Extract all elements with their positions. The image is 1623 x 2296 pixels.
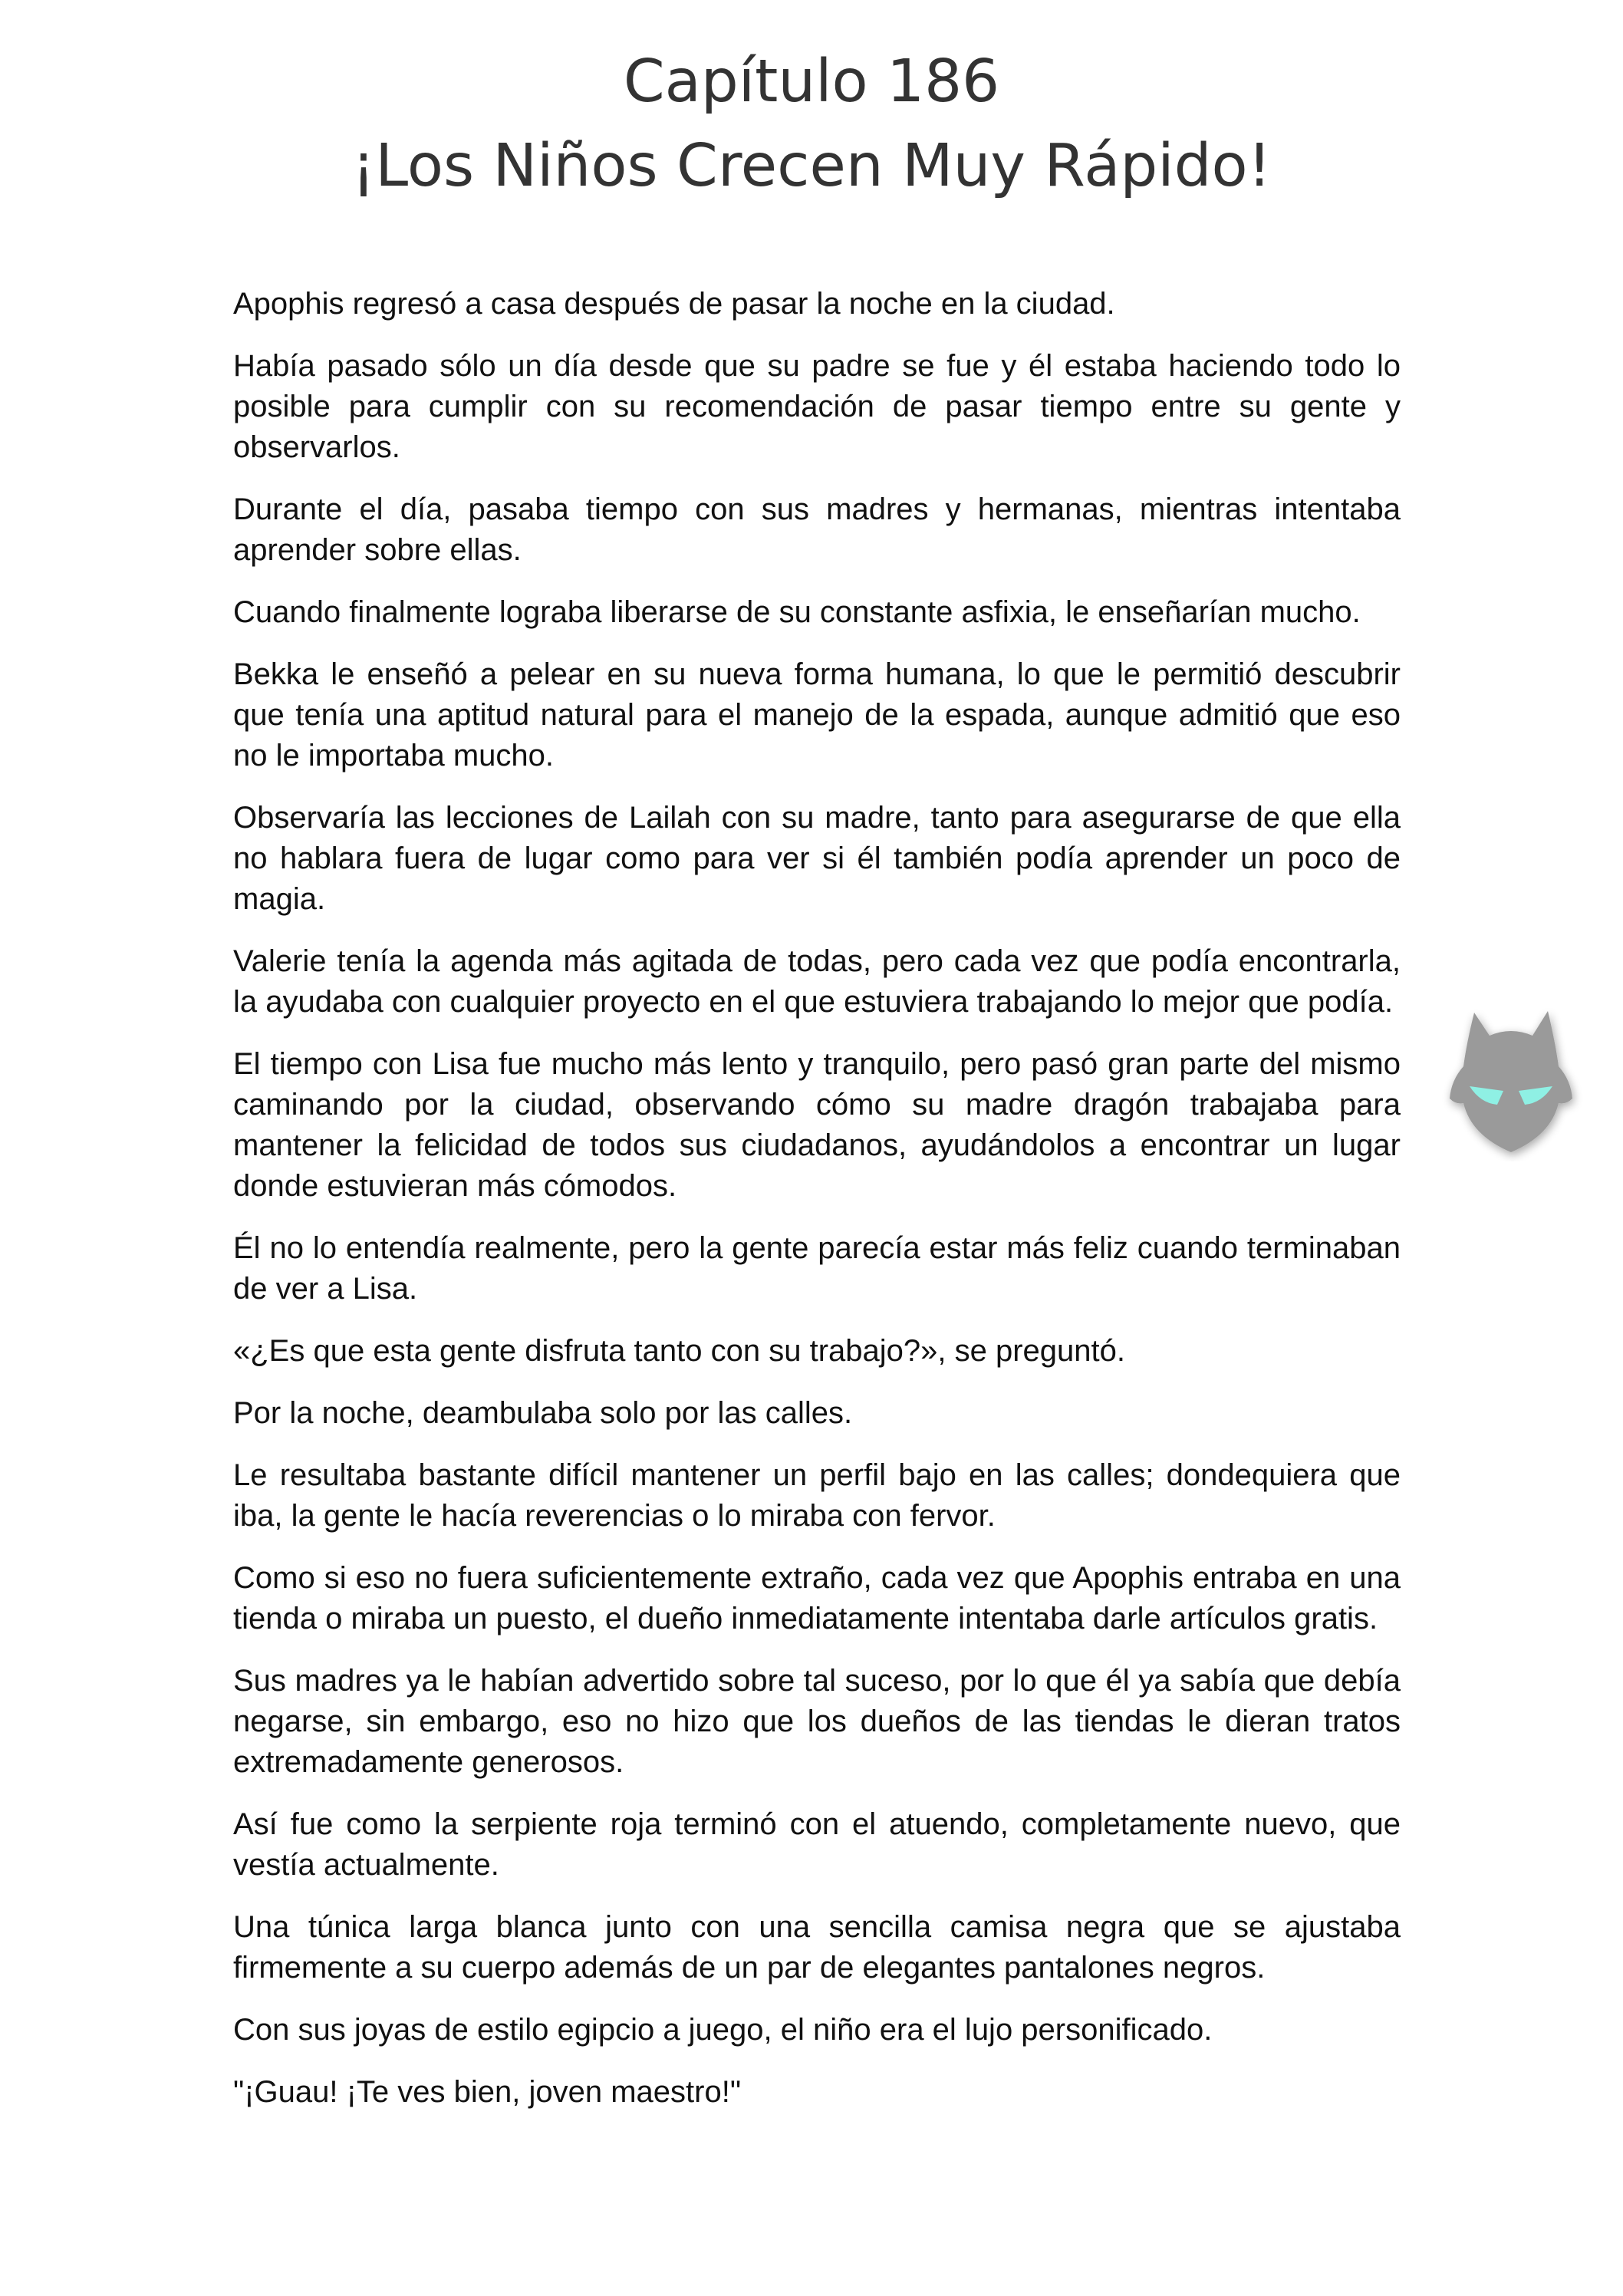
chapter-number: Capítulo 186 xyxy=(623,48,1000,116)
paragraph: Así fue como la serpiente roja terminó con el atuendo, completamente nuevo, que vestía actualmente. xyxy=(233,1807,1401,1882)
chapter-title: ¡Los Niños Crecen Muy Rápido! xyxy=(351,132,1272,200)
paragraph: Bekka le enseñó a pelear en su nueva forma humana, lo que le permitió descubrir que tenía una aptitud natural para el manejo de la espada, aunque admitió que eso no le importaba mucho. xyxy=(233,657,1401,772)
paragraph: Cuando finalmente lograba liberarse de su constante asfixia, le enseñarían mucho. xyxy=(233,595,1361,629)
paragraph: Una túnica larga blanca junto con una sencilla camisa negra que se ajustaba firmemente a su cuerpo además de un par de elegantes pantalones negros. xyxy=(233,1910,1401,1985)
paragraph: Él no lo entendía realmente, pero la gente parecía estar más feliz cuando terminaban de ver a Lisa. xyxy=(233,1231,1401,1306)
paragraph: Le resultaba bastante difícil mantener un perfil bajo en las calles; dondequiera que iba, la gente le hacía reverencias o lo miraba con fervor. xyxy=(233,1458,1401,1533)
paragraph: Sus madres ya le habían advertido sobre tal suceso, por lo que él ya sabía que debía negarse, sin embargo, eso no hizo que los dueños de las tiendas le dieran tratos extremadamente generosos. xyxy=(233,1664,1401,1779)
paragraph: Con sus joyas de estilo egipcio a juego, el niño era el lujo personificado. xyxy=(233,2013,1213,2047)
chapter-heading xyxy=(0,40,1623,209)
paragraph: Como si eso no fuera suficientemente extraño, cada vez que Apophis entraba en una tienda o miraba un puesto, el dueño inmediatamente intentaba darle artículos gratis. xyxy=(233,1561,1401,1636)
horned-mask-icon xyxy=(1436,996,1586,1161)
paragraph: Observaría las lecciones de Lailah con su madre, tanto para asegurarse de que ella no hablara fuera de lugar como para ver si él también podía aprender un poco de magia. xyxy=(233,801,1401,916)
paragraph: Valerie tenía la agenda más agitada de todas, pero cada vez que podía encontrarla, la ayudaba con cualquier proyecto en el que estuviera trabajando lo mejor que podía. xyxy=(233,944,1401,1019)
paragraph: Había pasado sólo un día desde que su padre se fue y él estaba haciendo todo lo posible para cumplir con su recomendación de pasar tiempo entre su gente y observarlos. xyxy=(233,349,1401,464)
paragraph: Apophis regresó a casa después de pasar la noche en la ciudad. xyxy=(233,287,1115,321)
paragraph: «¿Es que esta gente disfruta tanto con su trabajo?», se preguntó. xyxy=(233,1334,1125,1368)
mask-silhouette xyxy=(1450,1011,1572,1152)
paragraph: "¡Guau! ¡Te ves bien, joven maestro!" xyxy=(233,2075,742,2109)
chapter-body xyxy=(233,284,1401,2134)
paragraph: Por la noche, deambulaba solo por las calles. xyxy=(233,1396,853,1430)
paragraph: El tiempo con Lisa fue mucho más lento y tranquilo, pero pasó gran parte del mismo caminando por la ciudad, observando cómo su madre dragón trabajaba para mantener la felicidad de todos sus ciudadanos, ayudándolos a encontrar un lugar donde estuvieran más cómodos. xyxy=(233,1047,1401,1203)
paragraph: Durante el día, pasaba tiempo con sus madres y hermanas, mientras intentaba aprender sobre ellas. xyxy=(233,492,1401,567)
